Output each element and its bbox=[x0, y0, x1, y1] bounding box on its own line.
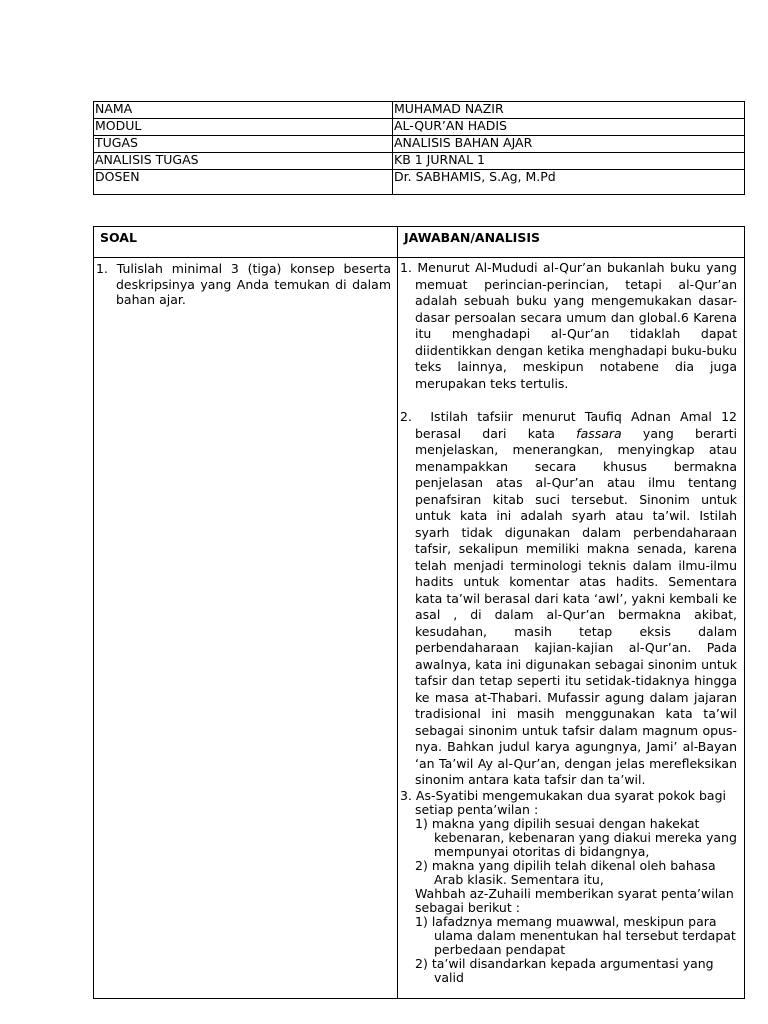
info-value: Dr. SABHAMIS, S.Ag, M.Pd bbox=[393, 170, 745, 195]
analysis-table bbox=[93, 226, 745, 999]
question-item bbox=[96, 261, 391, 308]
answer-item-1 bbox=[400, 260, 737, 392]
info-label: ANALISIS TUGAS bbox=[94, 153, 393, 170]
info-label: MODUL bbox=[94, 119, 393, 136]
answer-text: Menurut Al-Mududi al-Qur’an bukanlah buku yang memuat perincian-perincian, tetapi al-Qur’an adalah sebuah buku yang mengemukakan dasar-dasar persoalan secara umum dan global.6 Karena itu menghadapi al-Qur’an tidaklah dapat diidentikkan dengan ketika menghadapi buku-buku teks lainnya, meskipun notabene dia juga merupakan teks tertulis. bbox=[415, 260, 737, 391]
info-row bbox=[94, 170, 745, 195]
info-row bbox=[94, 102, 745, 119]
info-value: KB 1 JURNAL 1 bbox=[393, 153, 745, 170]
info-label: DOSEN bbox=[94, 170, 393, 195]
answer-text: yang berarti menjelaskan, menerangkan, menyingkap atau menampakkan secara khusus bermakna penjelasan atas al-Qur’an atau ilmu tentang penafsiran kitab suci tersebut. Sinonim untuk untuk kata ini adalah syarh atau ta’wil. Istilah syarh tidak digunakan dalam perbendaharaan tafsir, sekalipun memiliki makna senada, karena telah menjadi terminologi teknis dalam ilmu-ilmu hadits untuk komentar atas hadits. Sementara kata ta’wil berasal dari kata ‘awl’, yakni kembali ke asal , di dalam al-Qur’an bermakna akibat, kesudahan, masih tetap eksis dalam perbendaharaan kajian-kajian al-Qur’an. Pada awalnya, kata ini digunakan sebagai sinonim untuk tafsir dan tetap seperti itu setidak-tidaknya hingga ke masa at-Thabari. Mufassir agung dalam jajaran tradisional ini masih menggunakan kata ta’wil sebagai sinonim untuk tafsir dalam magnum opus-nya. Bahkan judul karya agungnya, Jami’ al-Bayan ‘an Ta’wil Ay al-Qur’an, dengan jelas merefleksikan sinonim antara kata tafsir dan ta’wil. bbox=[415, 425, 737, 787]
question-text: Tulislah minimal 3 (tiga) konsep beserta deskripsinya yang Anda temukan di dalam bahan ajar. bbox=[116, 261, 391, 307]
answer-number: 2. bbox=[400, 409, 412, 424]
soal-cell bbox=[94, 258, 398, 999]
answer-item-3 bbox=[400, 789, 737, 985]
requirement-item bbox=[415, 817, 737, 859]
info-row bbox=[94, 136, 745, 153]
content-row bbox=[94, 258, 745, 999]
answer-number: 3. bbox=[400, 787, 412, 803]
requirement-number: 2) bbox=[415, 955, 428, 971]
info-label: TUGAS bbox=[94, 136, 393, 153]
requirement-item bbox=[415, 915, 737, 957]
requirement-text: makna yang dipilih sesuai dengan hakekat kebenaran, kebenaran yang diakui mereka yang mempunyai otoritas di bidangnya, bbox=[431, 815, 737, 859]
requirement-item bbox=[415, 859, 737, 887]
requirement-list bbox=[415, 817, 737, 887]
requirement-item bbox=[415, 957, 737, 985]
header-row bbox=[94, 227, 745, 258]
requirement-number: 1) bbox=[415, 913, 428, 929]
requirement-number: 1) bbox=[415, 815, 428, 831]
answer-term: fassara bbox=[576, 425, 622, 441]
requirement-text: lafadznya memang muawwal, meskipun para ulama dalam menentukan hal tersebut terdapat perbedaan pendapat bbox=[431, 913, 736, 957]
answer-note: Wahbah az-Zuhaili memberikan syarat penta’wilan sebagai berikut : bbox=[415, 885, 734, 915]
info-value: AL-QUR’AN HADIS bbox=[393, 119, 745, 136]
question-list bbox=[95, 259, 396, 308]
jawaban-cell bbox=[398, 258, 745, 999]
requirement-text: makna yang dipilih telah dikenal oleh bahasa Arab klasik. Sementara itu, bbox=[431, 857, 716, 887]
info-value: ANALISIS BAHAN AJAR bbox=[393, 136, 745, 153]
jawaban-header: JAWABAN/ANALISIS bbox=[398, 227, 745, 258]
answer-item-2 bbox=[400, 409, 737, 789]
soal-header: SOAL bbox=[94, 227, 398, 258]
answer-number: 1. bbox=[400, 260, 412, 275]
info-label: NAMA bbox=[94, 102, 393, 119]
requirement-text: ta’wil disandarkan kepada argumentasi yang valid bbox=[431, 955, 714, 985]
info-row bbox=[94, 153, 745, 170]
question-number: 1. bbox=[96, 261, 108, 276]
identity-table bbox=[93, 101, 745, 195]
info-value: MUHAMAD NAZIR bbox=[393, 102, 745, 119]
answer-list bbox=[399, 259, 743, 985]
answer-text: Istilah tafsiir menurut Taufiq Adnan Amal 12 berasal dari kata bbox=[415, 409, 737, 441]
answer-text: As-Syatibi mengemukakan dua syarat pokok bagi setiap penta’wilan : bbox=[415, 787, 726, 817]
requirement-number: 2) bbox=[415, 857, 428, 873]
info-row bbox=[94, 119, 745, 136]
requirement-list bbox=[415, 915, 737, 985]
